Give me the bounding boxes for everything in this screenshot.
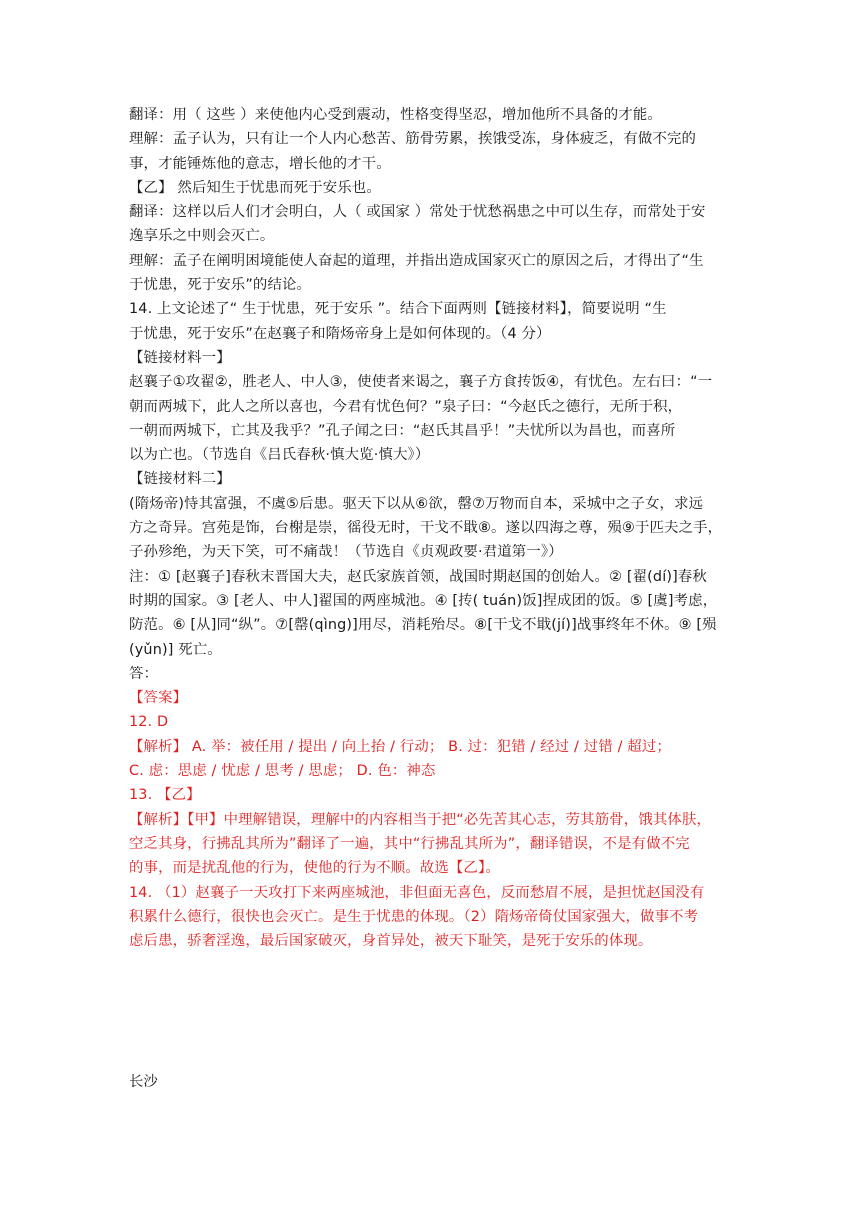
text-line: 翻译：用（ 这些 ）来使他内心受到震动，性格变得坚忍，增加他所不具备的才能。 — [129, 107, 662, 123]
text-line: 事，才能锤炼他的意志，增长他的才干。 — [129, 155, 391, 172]
text-line: 【链接材料二】 — [129, 471, 231, 488]
text-line: (隋炀帝)恃其富强，不虞⑤后患。驱天下以从⑥欲，罄⑦万物而自本，采城中之子女，求远 — [129, 495, 704, 512]
footer-city: 长沙 — [129, 1074, 158, 1090]
answer-line: C. 虑：思虑 / 忧虑 / 思考 / 思虑； D. 色：神态 — [129, 763, 436, 780]
text-line: 翻译：这样以后人们才会明白，人（ 或国家 ）常处于忧愁祸患之中可以生存，而常处于安 — [129, 204, 706, 221]
answer-line: 12. D — [129, 714, 169, 731]
answer-line: 【答案】 — [129, 690, 188, 707]
answer-line: 14. （1）赵襄子一天攻打下来两座城池，非但面无喜色，反而愁眉不展，是担忧赵国没有 — [129, 884, 705, 901]
text-line: 理解：孟子认为，只有让一个人内心愁苦、筋骨劳累，挨饿受冻，身体疲乏，有做不完的 — [129, 131, 697, 148]
text-line: 方之奇异。宫苑是饰，台榭是崇，徭役无时，干戈不戢⑧。遂以四海之尊，殒⑨于匹夫之手， — [129, 520, 723, 537]
text-line: 注：① [赵襄子]春秋末晋国大夫，赵氏家族首领，战国时期赵国的创始人。② [翟(dí)]春秋 — [129, 568, 707, 585]
answer-line: 13. 【乙】 — [129, 787, 201, 804]
text-line: 于忧患，死于安乐”的结论。 — [129, 277, 312, 294]
text-line: 答： — [129, 665, 159, 682]
document-body — [129, 103, 739, 953]
answer-line: 积累什么德行，很快也会灭亡。是生于忧患的体现。（2）隋炀帝倚仗国家强大，做事不考 — [129, 908, 699, 925]
answer-line: 【解析】 A. 举：被任用 / 提出 / 向上抬 / 行动； B. 过：犯错 / 经过 / 过错 / 超过； — [129, 738, 671, 755]
text-line: 赵襄子①攻翟②，胜老人、中人③，使使者来谒之，襄子方食抟饭④，有忧色。左右曰：“一 — [129, 374, 713, 391]
text-line: 时期的国家。③ [老人、中人]翟国的两座城池。④ [抟( tuán)饭]捏成团的饭。⑤ [虞]考虑， — [129, 592, 718, 609]
text-line: 一朝而两城下，亡其及我乎？”孔子闻之曰：“赵氏其昌乎！”夫忧所以为昌也，而喜所 — [129, 422, 676, 439]
text-line: 朝而两城下，此人之所以喜也，今君有忧色何？”泉子曰：“今赵氏之德行，无所于积， — [129, 398, 683, 415]
answer-line: 虑后患，骄奢淫逸，最后国家破灭，身首异处，被天下耻笑，是死于安乐的体现。 — [129, 933, 653, 950]
answer-line: 空乏其身，行拂乱其所为”翻译了一遍，其中“行拂乱其所为”，翻译错误，不是有做不完 — [129, 835, 690, 852]
text-line: 【链接材料一】 — [129, 349, 231, 366]
text-line: (yǔn)] 死亡。 — [129, 641, 222, 658]
text-line: 以为亡也。（节选自《吕氏春秋·慎大览·慎大》） — [129, 447, 430, 464]
text-line: 逸享乐之中则会灭亡。 — [129, 228, 275, 245]
text-line: 【乙】 然后知生于忧患而死于安乐也。 — [129, 179, 381, 196]
answer-line: 【解析】【甲】中理解错误，理解中的内容相当于把“必先苦其心志，劳其筋骨，饿其体肤， — [129, 811, 712, 828]
answer-line: 的事，而是扰乱他的行为，使他的行为不顺。故选【乙】。 — [129, 860, 500, 877]
text-line: 防范。⑥ [从]同“纵”。⑦[罄(qìng)]用尽，消耗殆尽。⑧[干戈不戢(jí)]战事终年不休。⑨ [殒 — [129, 617, 717, 634]
text-line: 子孙殄绝，为天下笑，可不痛哉！（节选自《贞观政要·君道第一》） — [129, 544, 563, 561]
text-line: 理解：孟子在阐明困境能使人奋起的道理，并指出造成国家灭亡的原因之后，才得出了“生 — [129, 252, 704, 269]
text-line: 于忧患，死于安乐”在赵襄子和隋炀帝身上是如何体现的。（4 分） — [129, 325, 551, 342]
text-line: 14. 上文论述了“ 生于忧患，死于安乐 ”。结合下面两则【链接材料】，简要说明 “生 — [129, 301, 667, 318]
